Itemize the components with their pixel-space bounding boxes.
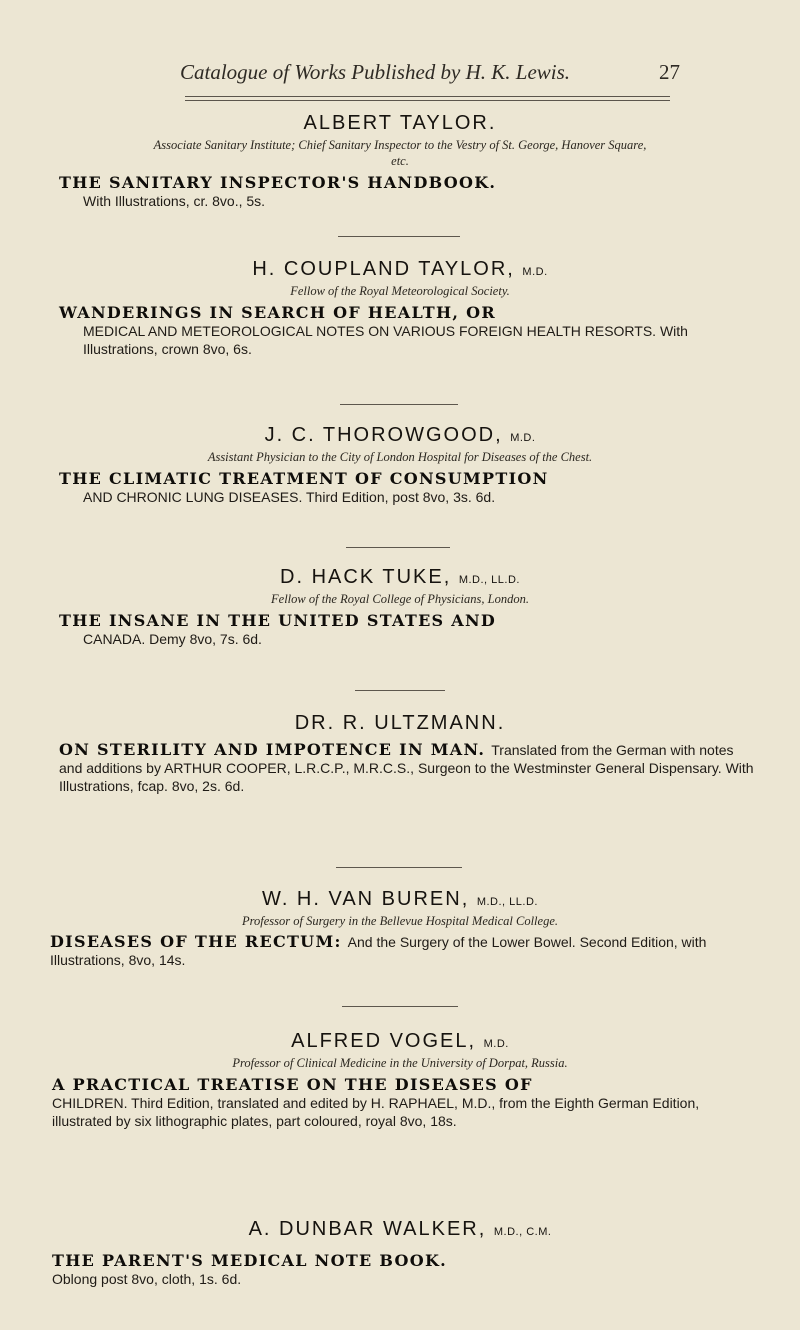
entry-divider (340, 404, 458, 405)
catalogue-entry (0, 424, 800, 506)
author-name: A. DUNBAR WALKER, M.D., C.M. (248, 1218, 552, 1240)
entry-divider (342, 1006, 458, 1007)
entry-divider (355, 690, 445, 691)
book-description: And the Surgery of the Lower Bowel. Second Edition, with Illustrations, 8vo, 14s. (50, 934, 707, 968)
running-header (180, 60, 680, 85)
book-description: AND CHRONIC LUNG DISEASES. Third Edition, post 8vo, 3s. 6d. (83, 489, 496, 505)
book-title: A PRACTICAL TREATISE ON THE DISEASES OF (52, 1075, 533, 1094)
catalogue-entry (0, 888, 800, 969)
header-rule (185, 96, 670, 101)
entry-divider (336, 867, 462, 868)
author-name: W. H. VAN BUREN, M.D., LL.D. (262, 888, 538, 910)
book-title: THE INSANE IN THE UNITED STATES AND (59, 611, 497, 630)
author-affiliation: Fellow of the Royal Meteorological Society. (290, 284, 510, 298)
author-affiliation: Assistant Physician to the City of London Hospital for Diseases of the Chest. (207, 450, 593, 464)
catalogue-entry (0, 258, 800, 358)
author-affiliation: Professor of Surgery in the Bellevue Hospital Medical College. (241, 914, 559, 928)
catalogue-entry (0, 1030, 800, 1130)
catalogue-entry (0, 566, 800, 648)
book-description: CANADA. Demy 8vo, 7s. 6d. (83, 631, 262, 647)
book-description: Oblong post 8vo, cloth, 1s. 6d. (52, 1271, 242, 1287)
author-name: D. HACK TUKE, M.D., LL.D. (280, 566, 520, 588)
catalogue-entry (0, 1218, 800, 1288)
book-description: Translated from the German with notes and additions by ARTHUR COOPER, L.R.C.P., M.R.C.S., Surgeon to the Westminster General Dispensary. With Illustrations, fcap. 8vo, 2s. 6d. (59, 742, 754, 794)
book-title: THE PARENT'S MEDICAL NOTE BOOK. (52, 1251, 448, 1270)
entry-divider (346, 547, 450, 548)
author-name: J. C. THOROWGOOD, M.D. (264, 424, 536, 446)
entry-divider (338, 236, 460, 237)
author-name: H. COUPLAND TAYLOR, M.D. (252, 258, 548, 280)
book-title: ON STERILITY AND IMPOTENCE IN MAN. (59, 740, 486, 759)
catalogue-entry (0, 712, 800, 795)
book-description: With Illustrations, cr. 8vo., 5s. (83, 193, 266, 209)
book-title: WANDERINGS IN SEARCH OF HEALTH, OR (59, 303, 496, 322)
author-affiliation: Fellow of the Royal College of Physicians, London. (271, 592, 529, 606)
page-number: 27 (659, 60, 680, 84)
catalogue-entry (0, 112, 800, 210)
book-title: THE CLIMATIC TREATMENT OF CONSUMPTION (59, 469, 549, 488)
author-name: ALBERT TAYLOR. (303, 112, 497, 134)
author-name: ALFRED VOGEL, M.D. (291, 1030, 509, 1052)
book-description: CHILDREN. Third Edition, translated and edited by H. RAPHAEL, M.D., from the Eighth German Edition, illustrated by six lithographic plates, part coloured, royal 8vo, 18s. (52, 1095, 700, 1129)
author-affiliation: Professor of Clinical Medicine in the University of Dorpat, Russia. (232, 1056, 568, 1070)
book-title: DISEASES OF THE RECTUM: (50, 932, 342, 951)
book-title: THE SANITARY INSPECTOR'S HANDBOOK. (59, 173, 497, 192)
running-title: Catalogue of Works Published by H. K. Lewis. (180, 60, 571, 84)
author-name: DR. R. ULTZMANN. (294, 712, 506, 734)
author-affiliation: Associate Sanitary Institute; Chief Sanitary Inspector to the Vestry of St. George, Hanover Square, etc. (153, 138, 647, 168)
book-description: MEDICAL AND METEOROLOGICAL NOTES ON VARIOUS FOREIGN HEALTH RESORTS. With Illustrations, crown 8vo, 6s. (83, 323, 688, 357)
